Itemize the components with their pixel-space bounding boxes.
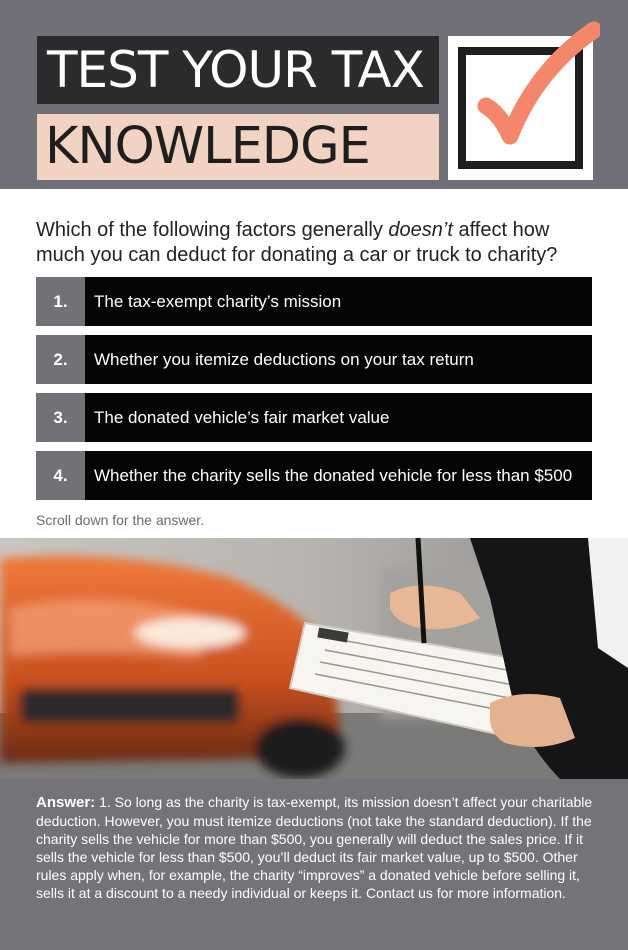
option-number: 1. xyxy=(36,277,85,326)
answer-section xyxy=(0,779,628,950)
option-label: Whether you itemize deductions on your tax return xyxy=(94,349,474,369)
title-line-2: KNOWLEDGE xyxy=(37,114,439,180)
option-3[interactable] xyxy=(36,393,592,442)
option-number: 4. xyxy=(36,451,85,500)
option-number: 2. xyxy=(36,335,85,384)
title-line-1: TEST YOUR TAX xyxy=(37,36,439,104)
option-4[interactable] xyxy=(36,451,592,500)
option-label: Whether the charity sells the donated vehicle for less than $500 xyxy=(94,465,573,485)
car-donation-photo xyxy=(0,538,628,779)
checkmark-icon xyxy=(448,18,600,168)
option-1[interactable] xyxy=(36,277,592,326)
question-text xyxy=(36,218,601,268)
question-part-2: affect how much you can deduct for donating a car or truck to charity? xyxy=(36,219,558,266)
question-emphasis: doesn’t xyxy=(388,219,453,241)
answer-label: Answer: xyxy=(36,794,96,811)
answer-text: 1. So long as the charity is tax-exempt, its mission doesn’t affect your charitable deduction. However, you must itemize deductions (not take the standard deduction). If the charity sells the vehicle for more than $500, you generally will deduct the sales price. If it sells the vehicle for less than $500, you’ll deduct its fair market value, up to $500. Other rules apply when, for example, the charity “improves” a donated vehicle before selling it, sells it at a discount to a needy individual or keeps it. Contact us for more information. xyxy=(36,794,593,901)
option-number: 3. xyxy=(36,393,85,442)
option-label: The donated vehicle’s fair market value xyxy=(94,407,390,427)
scroll-note: Scroll down for the answer. xyxy=(36,512,205,528)
option-2[interactable] xyxy=(36,335,592,384)
option-label: The tax-exempt charity’s mission xyxy=(94,291,342,311)
photo-illustration xyxy=(0,538,628,779)
question-part-1: Which of the following factors generally xyxy=(36,219,389,241)
header-banner xyxy=(0,0,628,189)
